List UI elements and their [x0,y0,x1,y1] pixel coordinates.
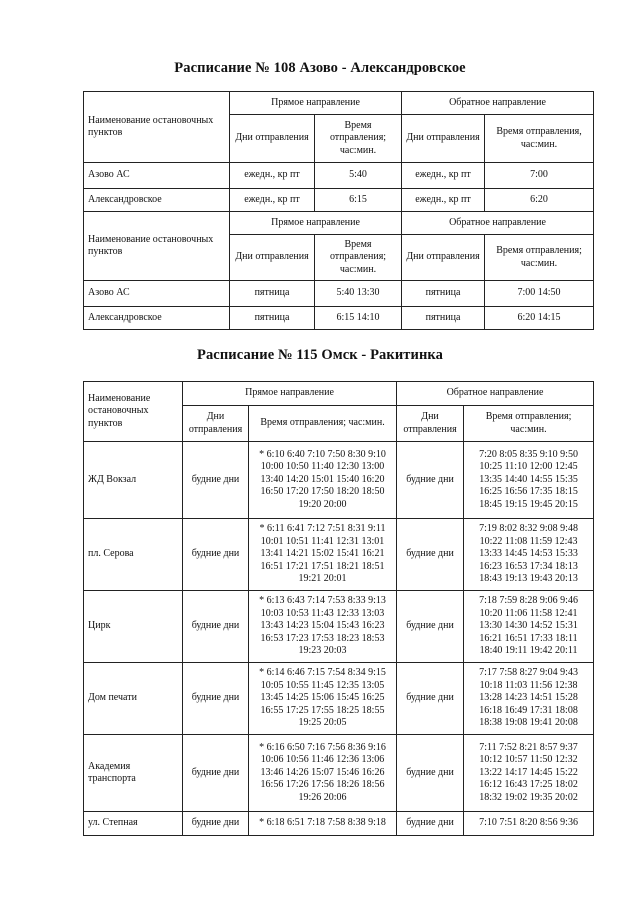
backward-direction-header: Обратное направление [402,212,594,235]
stop-column-header: Наименование остановочных пунктов [84,92,230,163]
backward-time: 6:20 14:15 [485,307,594,330]
backward-times [464,663,594,735]
forward-times [249,735,397,812]
forward-days: будние дни [183,519,249,591]
time-line: 13:30 14:30 14:52 15:31 [479,620,578,632]
forward-time-header: Время отправления; час:мин. [249,406,397,442]
backward-times [464,519,594,591]
backward-days: будние дни [397,519,464,591]
backward-days: пятница [402,307,485,330]
schedule-108-table-daily [83,91,594,330]
schedule-115-title: Расписание № 115 Омск - Ракитинка [196,347,443,363]
time-line: 18:45 19:15 19:45 20:15 [479,498,578,510]
time-line: 19:20 20:00 [298,498,347,510]
time-line: 13:35 14:40 14:55 15:35 [479,473,578,485]
forward-days-header: Дни отправления [183,406,249,442]
time-line: 16:18 16:49 17:31 18:08 [479,704,578,716]
time-line: 7:10 7:51 8:20 8:56 9:36 [479,817,578,829]
forward-time: 6:15 [315,189,402,212]
time-line: 19:25 20:05 [298,717,347,729]
forward-direction-header: Прямое направление [230,92,402,115]
table-row [84,591,594,663]
backward-days: будние дни [397,812,464,836]
time-line: 16:51 17:21 17:51 18:21 18:51 [260,560,385,572]
forward-days: пятница [230,307,315,330]
time-line: 16:25 16:56 17:35 18:15 [479,486,578,498]
time-line: 7:17 7:58 8:27 9:04 9:43 [479,667,578,679]
time-line: 13:45 14:25 15:06 15:45 16:25 [260,692,385,704]
time-line: 16:23 16:53 17:34 18:13 [479,560,578,572]
backward-time-header: Время отправления, час:мин. [485,115,594,163]
time-line: 7:20 8:05 8:35 9:10 9:50 [479,448,578,460]
table-row [84,442,594,519]
time-line: 10:05 10:55 11:45 12:35 13:05 [260,679,385,691]
time-line: * 6:11 6:41 7:12 7:51 8:31 9:11 [259,523,386,535]
time-line: 16:21 16:51 17:33 18:11 [479,632,578,644]
backward-time-header: Время отправления; час:мин. [485,235,594,281]
forward-times [249,591,397,663]
time-line: 10:25 11:10 12:00 12:45 [479,461,578,473]
forward-times [249,663,397,735]
forward-time: 5:40 13:30 [315,281,402,307]
time-line: 7:11 7:52 8:21 8:57 9:37 [479,741,578,753]
backward-days: ежедн., кр пт [402,189,485,212]
forward-days: будние дни [183,812,249,836]
backward-days-header: Дни отправления [402,235,485,281]
time-line: 10:06 10:56 11:46 12:36 13:06 [260,754,385,766]
backward-days: ежедн., кр пт [402,163,485,189]
stop-column-header: Наименование остановочных пунктов [84,212,230,281]
time-line: 7:18 7:59 8:28 9:06 9:46 [479,595,578,607]
backward-days: будние дни [397,591,464,663]
table-row [84,163,594,189]
stop-name: Азово АС [84,281,230,307]
forward-time: 6:15 14:10 [315,307,402,330]
time-line: 18:32 19:02 19:35 20:02 [479,791,578,803]
time-line: 18:43 19:13 19:43 20:13 [479,573,578,585]
backward-time: 7:00 [485,163,594,189]
forward-time-header: Время отправления; час:мин. [315,115,402,163]
time-line: 7:19 8:02 8:32 9:08 9:48 [479,523,578,535]
time-line: 13:22 14:17 14:45 15:22 [479,766,578,778]
forward-direction-header: Прямое направление [230,212,402,235]
time-line: 13:40 14:20 15:01 15:40 16:20 [260,473,385,485]
time-line: 10:01 10:51 11:41 12:31 13:01 [260,535,385,547]
forward-days: будние дни [183,591,249,663]
time-line: 13:46 14:26 15:07 15:46 16:26 [260,766,385,778]
stop-name: Дом печати [84,663,183,735]
backward-times [464,591,594,663]
backward-times [464,442,594,519]
time-line: 10:12 10:57 11:50 12:32 [479,754,578,766]
time-line: 18:38 19:08 19:41 20:08 [479,717,578,729]
backward-time-header: Время отправления; час:мин. [464,406,594,442]
forward-time-header: Время отправления; час:мин. [315,235,402,281]
schedule-108-title: Расписание № 108 Азово - Александровское [174,60,466,76]
table-row [84,189,594,212]
schedule-115-table [83,381,594,836]
forward-days: ежедн., кр пт [230,163,315,189]
backward-days-header: Дни отправления [397,406,464,442]
stop-name: Александровское [84,307,230,330]
backward-days: будние дни [397,442,464,519]
stop-name: Цирк [84,591,183,663]
time-line: * 6:14 6:46 7:15 7:54 8:34 9:15 [259,667,386,679]
time-line: * 6:10 6:40 7:10 7:50 8:30 9:10 [259,448,386,460]
time-line: 13:33 14:45 14:53 15:33 [479,548,578,560]
forward-days: пятница [230,281,315,307]
time-line: 16:12 16:43 17:25 18:02 [479,779,578,791]
time-line: 13:43 14:23 15:04 15:43 16:23 [260,620,385,632]
table-row [84,735,594,812]
table-row [84,281,594,307]
stop-name: Академия транспорта [84,735,183,812]
forward-direction-header: Прямое направление [183,382,397,406]
forward-days: будние дни [183,663,249,735]
table-row [84,307,594,330]
stop-name: ЖД Вокзал [84,442,183,519]
backward-days: будние дни [397,663,464,735]
time-line: * 6:18 6:51 7:18 7:58 8:38 9:18 [259,817,386,829]
time-line: 18:40 19:11 19:42 20:11 [479,645,578,657]
backward-days: будние дни [397,735,464,812]
stop-name: Александровское [84,189,230,212]
time-line: 16:55 17:25 17:55 18:25 18:55 [260,704,385,716]
time-line: 16:56 17:26 17:56 18:26 18:56 [260,779,385,791]
backward-days: пятница [402,281,485,307]
stop-column-header: Наименование остановочных пунктов [84,382,183,442]
forward-days: будние дни [183,442,249,519]
table-row [84,812,594,836]
forward-times [249,442,397,519]
backward-direction-header: Обратное направление [402,92,594,115]
stop-name: пл. Серова [84,519,183,591]
backward-time: 6:20 [485,189,594,212]
time-line: * 6:16 6:50 7:16 7:56 8:36 9:16 [259,741,386,753]
time-line: 19:21 20:01 [298,573,347,585]
backward-direction-header: Обратное направление [397,382,594,406]
backward-time: 7:00 14:50 [485,281,594,307]
forward-times [249,812,397,836]
time-line: * 6:13 6:43 7:14 7:53 8:33 9:13 [259,595,386,607]
forward-days-header: Дни отправления [230,115,315,163]
time-line: 10:20 11:06 11:58 12:41 [479,607,578,619]
stop-name: ул. Степная [84,812,183,836]
time-line: 10:18 11:03 11:56 12:38 [479,679,578,691]
forward-time: 5:40 [315,163,402,189]
time-line: 10:03 10:53 11:43 12:33 13:03 [260,607,385,619]
time-line: 19:26 20:06 [298,791,347,803]
backward-days-header: Дни отправления [402,115,485,163]
time-line: 16:50 17:20 17:50 18:20 18:50 [260,486,385,498]
time-line: 10:22 11:08 11:59 12:43 [479,535,578,547]
forward-days: будние дни [183,735,249,812]
forward-days: ежедн., кр пт [230,189,315,212]
table-row [84,663,594,735]
time-line: 13:28 14:23 14:51 15:28 [479,692,578,704]
time-line: 13:41 14:21 15:02 15:41 16:21 [260,548,385,560]
backward-times [464,735,594,812]
time-line: 10:00 10:50 11:40 12:30 13:00 [260,461,385,473]
time-line: 16:53 17:23 17:53 18:23 18:53 [260,632,385,644]
backward-times [464,812,594,836]
table-row [84,519,594,591]
forward-times [249,519,397,591]
forward-days-header: Дни отправления [230,235,315,281]
time-line: 19:23 20:03 [298,645,347,657]
stop-name: Азово АС [84,163,230,189]
